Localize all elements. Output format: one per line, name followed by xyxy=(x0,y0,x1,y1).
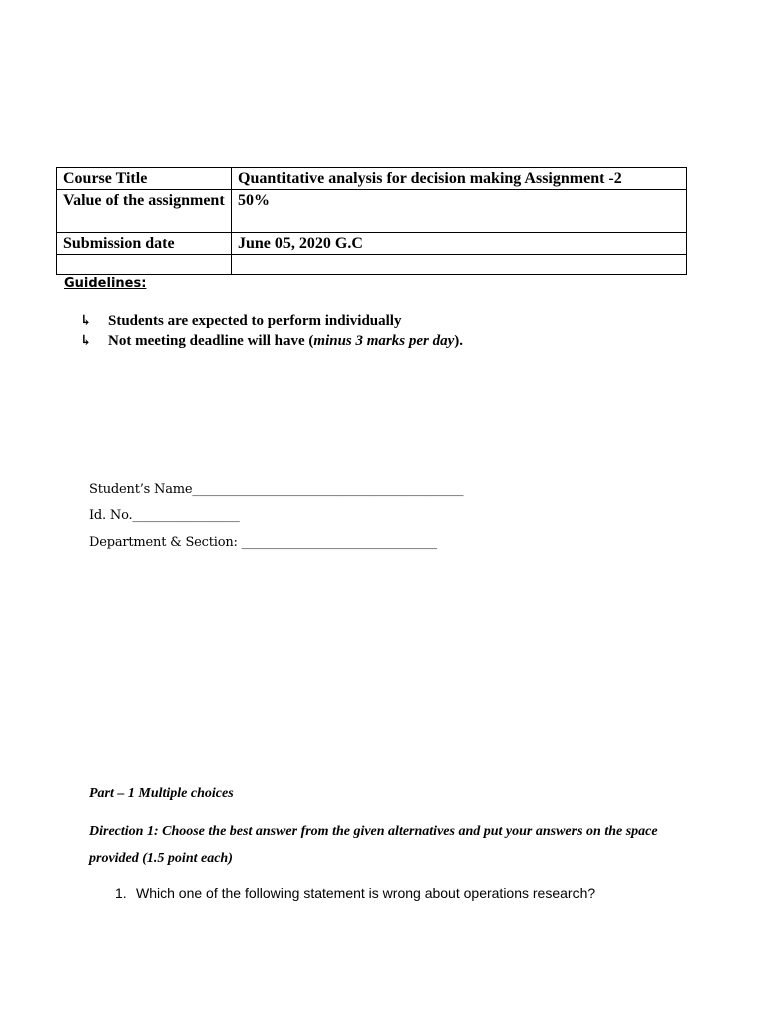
guideline-suffix: ). xyxy=(454,332,464,349)
table-row xyxy=(57,168,687,190)
guideline-text: Students are expected to perform individually xyxy=(108,312,402,329)
table-cell-value: June 05, 2020 G.C xyxy=(232,233,687,255)
list-item xyxy=(80,331,463,351)
guideline-emphasis: minus 3 marks per day xyxy=(313,332,455,349)
table-row xyxy=(57,255,687,275)
list-item xyxy=(80,311,463,331)
table-cell-label: Value of the assignment xyxy=(57,190,232,233)
id-number-field: Id. No._________________ xyxy=(89,508,240,523)
question-item xyxy=(115,885,595,901)
table-cell-value xyxy=(232,255,687,275)
part-title: Part – 1 Multiple choices xyxy=(89,786,234,801)
question-number: 1. xyxy=(115,885,127,901)
direction-text: Direction 1: Choose the best answer from the given alternatives and put your answers on the space provided (1.5 point each) xyxy=(89,824,658,866)
guidelines-list xyxy=(80,311,463,351)
table-cell-label: Submission date xyxy=(57,233,232,255)
guidelines-heading: Guidelines: xyxy=(64,276,147,291)
question-text: Which one of the following statement is wrong about operations research? xyxy=(136,885,596,901)
arrow-bullet-icon: ↳ xyxy=(80,313,92,329)
guideline-text xyxy=(108,331,463,352)
table-row xyxy=(57,233,687,255)
guideline-prefix: Not meeting deadline will have ( xyxy=(108,332,314,349)
table-cell-label: Course Title xyxy=(57,168,232,190)
arrow-bullet-icon: ↳ xyxy=(80,333,92,349)
department-section-field: Department & Section: _______________________________ xyxy=(89,535,437,550)
assignment-info-table xyxy=(56,167,687,275)
student-name-field: Student’s Name___________________________________________ xyxy=(89,482,464,497)
table-cell-label xyxy=(57,255,232,275)
table-cell-value: 50% xyxy=(232,190,687,233)
table-row xyxy=(57,190,687,233)
table-cell-value: Quantitative analysis for decision making Assignment -2 xyxy=(232,168,687,190)
